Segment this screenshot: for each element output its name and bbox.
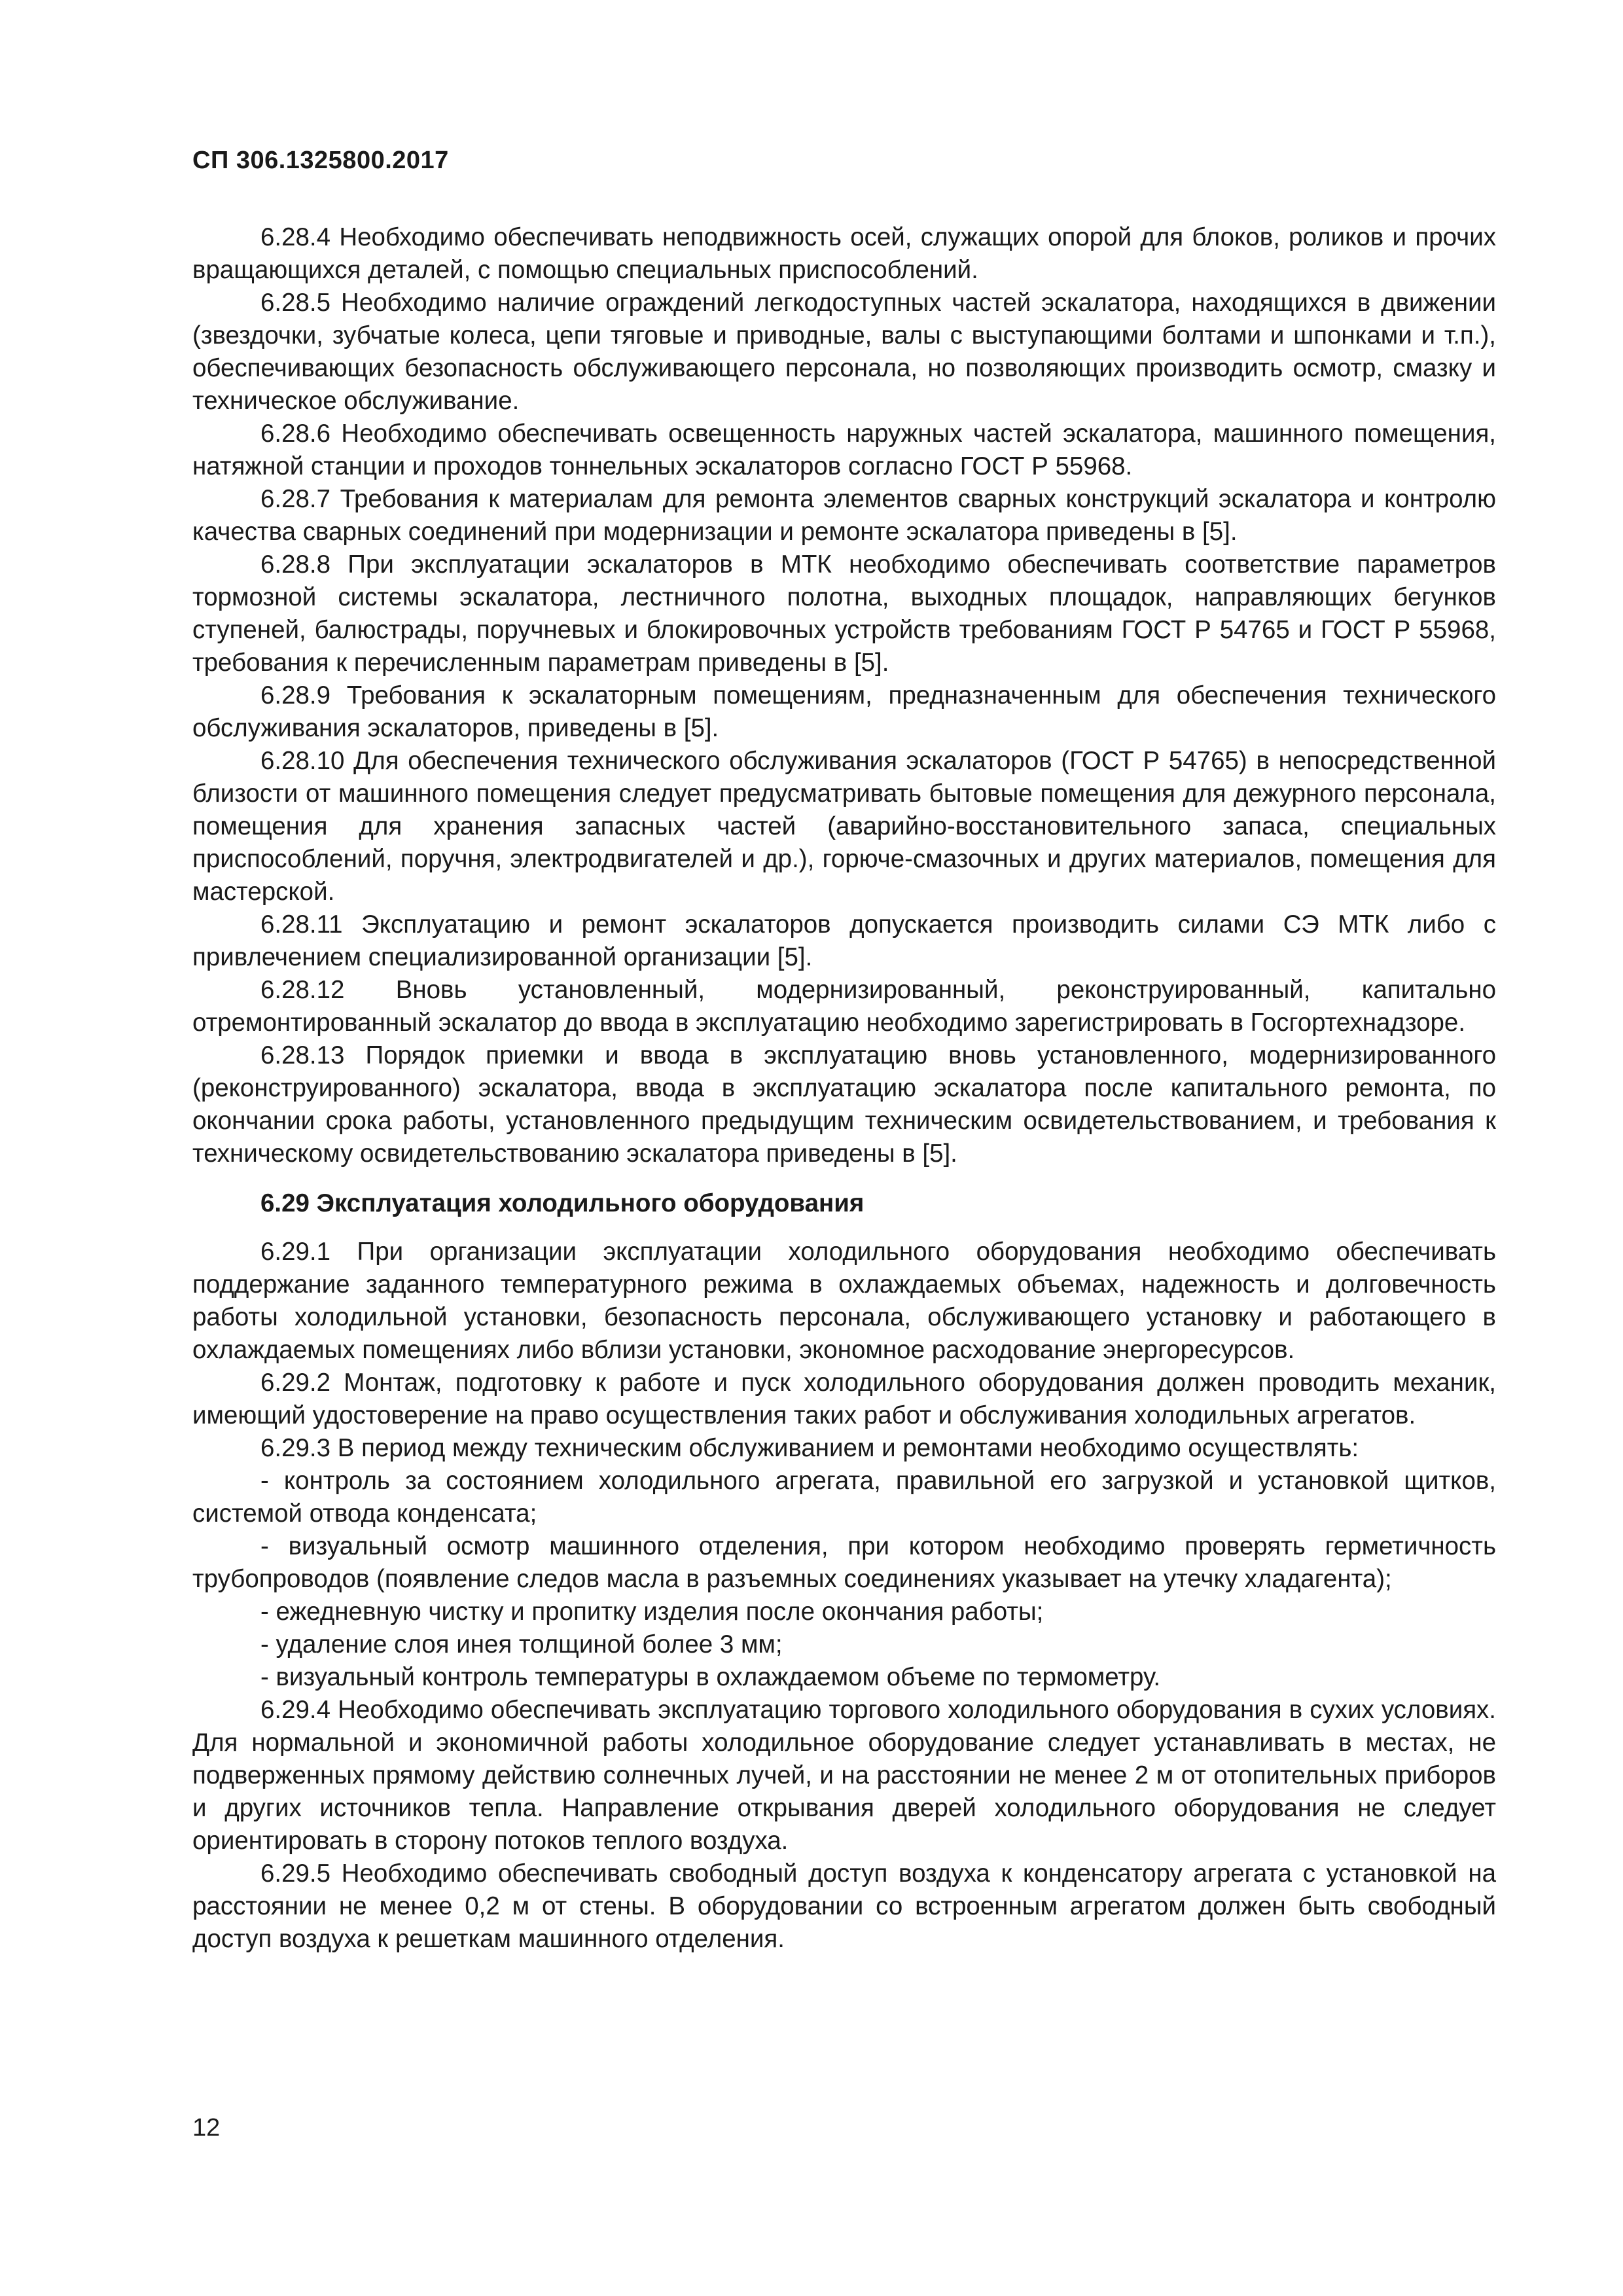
document-body xyxy=(192,221,1496,1956)
paragraph-6-29-3: 6.29.3 В период между техническим обслуживанием и ремонтами необходимо осуществлять: xyxy=(260,1434,1359,1462)
list-item: - удаление слоя инея толщиной более 3 мм; xyxy=(260,1630,783,1659)
paragraph-6-28-7: 6.28.7 Требования к материалам для ремонта элементов сварных конструкций эскалатора и контролю качества сварных соединений при модернизации и ремонте эскалатора приведены в [5]. xyxy=(192,485,1496,546)
page-number: 12 xyxy=(192,2114,221,2142)
paragraph-6-28-10: 6.28.10 Для обеспечения технического обслуживания эскалаторов (ГОСТ Р 54765) в непосредственной близости от машинного помещения следует предусматривать бытовые помещения для дежурного персонала, помещения для хранения запасных частей (аварийно-восстановительного запаса, специальных приспособлений, поручня, электродвигателей и др.), горюче-смазочных и других материалов, помещения для мастерской. xyxy=(192,747,1496,906)
paragraph-6-29-2: 6.29.2 Монтаж, подготовку к работе и пуск холодильного оборудования должен проводить механик, имеющий удостоверение на право осуществления таких работ и обслуживания холодильных агрегатов. xyxy=(192,1369,1496,1429)
paragraph-6-29-1: 6.29.1 При организации эксплуатации холодильного оборудования необходимо обеспечивать поддержание заданного температурного режима в охлаждаемых объемах, надежность и долговечность работы холодильной установки, безопасность персонала, обслуживающего установку и работающего в охлаждаемых помещениях либо вблизи установки, экономное расходование энергоресурсов. xyxy=(192,1238,1496,1364)
list-item: - ежедневную чистку и пропитку изделия после окончания работы; xyxy=(260,1598,1044,1626)
paragraph-6-28-12: 6.28.12 Вновь установленный, модернизированный, реконструированный, капитально отремонтированный эскалатор до ввода в эксплуатацию необходимо зарегистрировать в Госгортехнадзоре. xyxy=(192,976,1496,1037)
paragraph-6-29-4: 6.29.4 Необходимо обеспечивать эксплуатацию торгового холодильного оборудования в сухих условиях. Для нормальной и экономичной работы холодильное оборудование следует устанавливать в местах, не подверженных прямому действию солнечных лучей, и на расстоянии не менее 2 м от отопительных приборов и других источников тепла. Направление открывания дверей холодильного оборудования не следует ориентировать в сторону потоков теплого воздуха. xyxy=(192,1696,1496,1855)
paragraph-6-28-6: 6.28.6 Необходимо обеспечивать освещенность наружных частей эскалатора, машинного помещения, натяжной станции и проходов тоннельных эскалаторов согласно ГОСТ Р 55968. xyxy=(192,420,1496,480)
list-item: - контроль за состоянием холодильного агрегата, правильной его загрузкой и установкой щитков, системой отвода конденсата; xyxy=(192,1467,1496,1528)
list-item: - визуальный контроль температуры в охлаждаемом объеме по термометру. xyxy=(260,1663,1161,1691)
paragraph-6-28-5: 6.28.5 Необходимо наличие ограждений легкодоступных частей эскалатора, находящихся в движении (звездочки, зубчатые колеса, цепи тяговые и приводные, валы с выступающими болтами и шпонками и т.п.), обеспечивающих безопасность обслуживающего персонала, но позволяющих производить осмотр, смазку и техническое обслуживание. xyxy=(192,289,1496,415)
list-item: - визуальный осмотр машинного отделения, при котором необходимо проверять герметичность трубопроводов (появление следов масла в разъемных соединениях указывает на утечку хладагента); xyxy=(192,1532,1496,1593)
paragraph-6-28-9: 6.28.9 Требования к эскалаторным помещениям, предназначенным для обеспечения технического обслуживания эскалаторов, приведены в [5]. xyxy=(192,681,1496,742)
paragraph-6-28-11: 6.28.11 Эксплуатацию и ремонт эскалаторов допускается производить силами СЭ МТК либо с привлечением специализированной организации [5]. xyxy=(192,910,1496,971)
paragraph-6-29-5: 6.29.5 Необходимо обеспечивать свободный доступ воздуха к конденсатору агрегата с установкой на расстоянии не менее 0,2 м от стены. В оборудовании со встроенным агрегатом должен быть свободный доступ воздуха к решеткам машинного отделения. xyxy=(192,1859,1496,1953)
paragraph-6-28-4: 6.28.4 Необходимо обеспечивать неподвижность осей, служащих опорой для блоков, роликов и прочих вращающихся деталей, с помощью специальных приспособлений. xyxy=(192,223,1496,284)
paragraph-6-28-8: 6.28.8 При эксплуатации эскалаторов в МТК необходимо обеспечивать соответствие параметров тормозной системы эскалатора, лестничного полотна, выходных площадок, направляющих бегунков ступеней, балюстрады, поручневых и блокировочных устройств требованиям ГОСТ Р 54765 и ГОСТ Р 55968, требования к перечисленным параметрам приведены в [5]. xyxy=(192,550,1496,677)
section-heading-6-29: 6.29 Эксплуатация холодильного оборудования xyxy=(260,1189,865,1217)
paragraph-6-28-13: 6.28.13 Порядок приемки и ввода в эксплуатацию вновь установленного, модернизированного (реконструированного) эскалатора, ввода в эксплуатацию эскалатора после капитального ремонта, по окончании срока работы, установленного предыдущим техническим освидетельствованием, и требования к техническому освидетельствованию эскалатора приведены в [5]. xyxy=(192,1041,1496,1168)
document-code-header: СП 306.1325800.2017 xyxy=(192,147,449,174)
